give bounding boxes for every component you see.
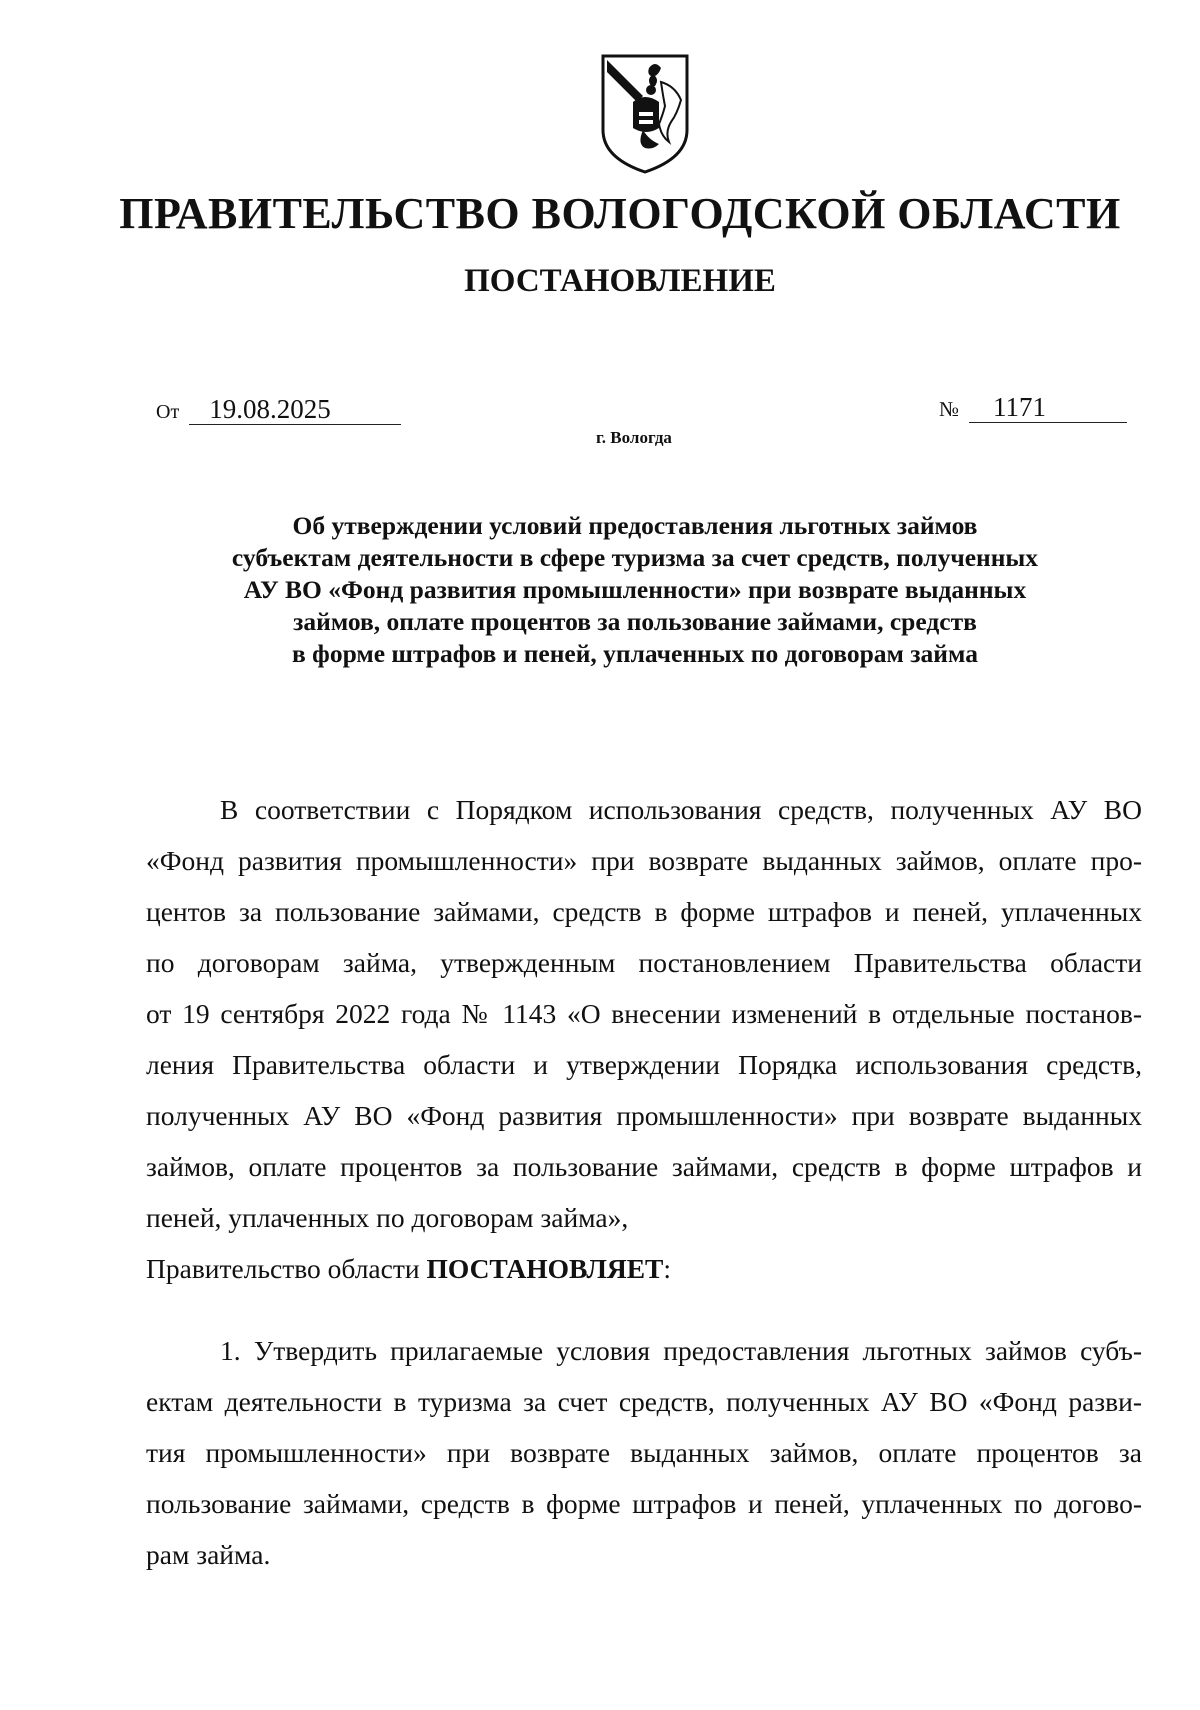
- coat-of-arms-icon: [599, 52, 691, 176]
- item-line: ектам деятельности в туризма за счет средств, полученных АУ ВО «Фонд разви-: [146, 1386, 1142, 1417]
- document-type: ПОСТАНОВЛЕНИЕ: [464, 263, 776, 299]
- preamble-line: полученных АУ ВО «Фонд развития промышленности» при возврате выданных: [146, 1100, 1142, 1131]
- subject-line: АУ ВО «Фонд развития промышленности» при возврате выданных: [243, 575, 1027, 604]
- preamble-line: центов за пользование займами, средств в форме штрафов и пеней, уплаченных: [146, 896, 1142, 927]
- subject-line: займов, оплате процентов за пользование займами, средств: [293, 607, 977, 636]
- decree-lead: Правительство области: [146, 1253, 427, 1284]
- item-line: пользование займами, средств в форме штрафов и пеней, уплаченных по догово-: [146, 1488, 1142, 1519]
- subject-line: Об утверждении условий предоставления льготных займов: [292, 511, 978, 540]
- city: г. Вологда: [596, 428, 672, 447]
- number-prefix: №: [939, 397, 960, 421]
- item-line: рам займа.: [146, 1539, 271, 1570]
- preamble-line: «Фонд развития промышленности» при возврате выданных займов, оплате про-: [146, 845, 1142, 876]
- document-subject: [150, 510, 1120, 670]
- item-line: 1. Утвердить прилагаемые условия предоставления льготных займов субъ-: [220, 1335, 1142, 1366]
- preamble-line: займов, оплате процентов за пользование займами, средств в форме штрафов и: [146, 1151, 1142, 1182]
- decree-colon: :: [663, 1253, 672, 1284]
- date-field: [156, 394, 401, 425]
- preamble-line: по договорам займа, утвержденным постановлением Правительства области: [146, 947, 1142, 978]
- item-line: тия промышленности» при возврате выданных займов, оплате процентов за: [146, 1437, 1142, 1468]
- subject-line: в форме штрафов и пеней, уплаченных по договорам займа: [292, 639, 978, 668]
- preamble-line: от 19 сентября 2022 года № 1143 «О внесении изменений в отдельные постанов-: [146, 998, 1142, 1029]
- government-title: ПРАВИТЕЛЬСТВО ВОЛОГОДСКОЙ ОБЛАСТИ: [119, 189, 1121, 238]
- date-value: 19.08.2025: [189, 394, 401, 425]
- subject-line: субъектам деятельности в сфере туризма за счет средств, полученных: [231, 543, 1039, 572]
- preamble-line: пеней, уплаченных по договорам займа»,: [146, 1202, 629, 1233]
- date-prefix: От: [156, 401, 180, 423]
- decree-keyword: ПОСТАНОВЛЯЕТ: [426, 1253, 664, 1284]
- document-body: [146, 784, 1142, 1580]
- paragraph-gap: [146, 1294, 1142, 1325]
- number-field: [939, 392, 1127, 423]
- preamble-line: В соответствии с Порядком использования средств, полученных АУ ВО: [220, 794, 1142, 825]
- number-value: 1171: [969, 392, 1127, 423]
- preamble-line: ления Правительства области и утверждении Порядка использования средств,: [146, 1049, 1142, 1080]
- decree-line: [146, 1243, 1142, 1294]
